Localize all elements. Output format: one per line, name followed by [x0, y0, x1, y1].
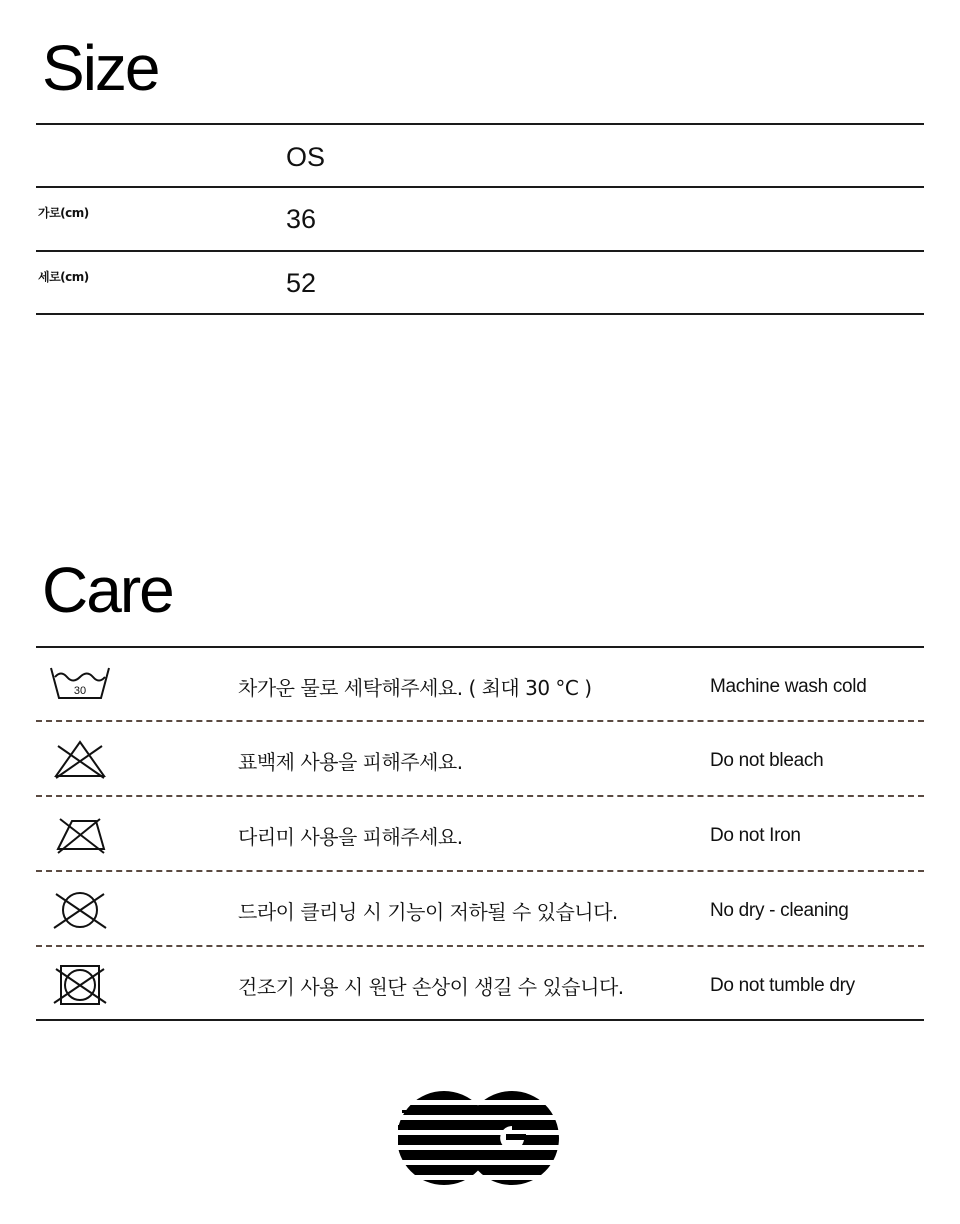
wash-30-icon — [50, 664, 110, 706]
care-text-ko: 드라이 클리닝 시 기능이 저하될 수 있습니다. — [238, 900, 618, 924]
care-row-tumble-dry — [36, 947, 924, 1021]
care-text-en: Do not Iron — [710, 825, 801, 846]
size-value-width: 36 — [286, 204, 317, 234]
care-row-bleach — [36, 722, 924, 796]
care-row-dry-clean — [36, 872, 924, 946]
size-heading: Size — [42, 32, 159, 104]
brand-logo-icon — [398, 1088, 562, 1188]
svg-text:30: 30 — [73, 685, 87, 697]
size-column-os: OS — [286, 142, 326, 172]
care-row-wash — [36, 648, 924, 722]
size-label-width: 가로(cm) — [38, 206, 89, 220]
size-row-width — [36, 188, 924, 250]
care-text-ko: 건조기 사용 시 원단 손상이 생길 수 있습니다. — [238, 975, 624, 999]
size-row-length — [36, 252, 924, 314]
no-dry-clean-icon — [50, 888, 110, 930]
care-text-en: Do not tumble dry — [710, 975, 855, 996]
size-table-bottom-rule — [36, 313, 924, 315]
size-header-row — [36, 125, 924, 187]
care-text-en: No dry - cleaning — [710, 900, 849, 921]
care-text-ko: 차가운 물로 세탁해주세요. ( 최대 30 °C ) — [238, 676, 592, 700]
care-text-ko: 표백제 사용을 피해주세요. — [238, 750, 463, 774]
size-label-length: 세로(cm) — [38, 270, 89, 284]
no-iron-icon — [50, 813, 110, 855]
care-table-bottom-rule — [36, 1019, 924, 1021]
care-text-ko: 다리미 사용을 피해주세요. — [238, 825, 463, 849]
no-tumble-dry-icon — [50, 963, 110, 1005]
size-value-length: 52 — [286, 268, 317, 298]
care-text-en: Do not bleach — [710, 750, 824, 771]
care-row-iron — [36, 797, 924, 871]
no-bleach-icon — [50, 738, 110, 780]
care-heading: Care — [42, 554, 173, 626]
care-text-en: Machine wash cold — [710, 676, 867, 697]
